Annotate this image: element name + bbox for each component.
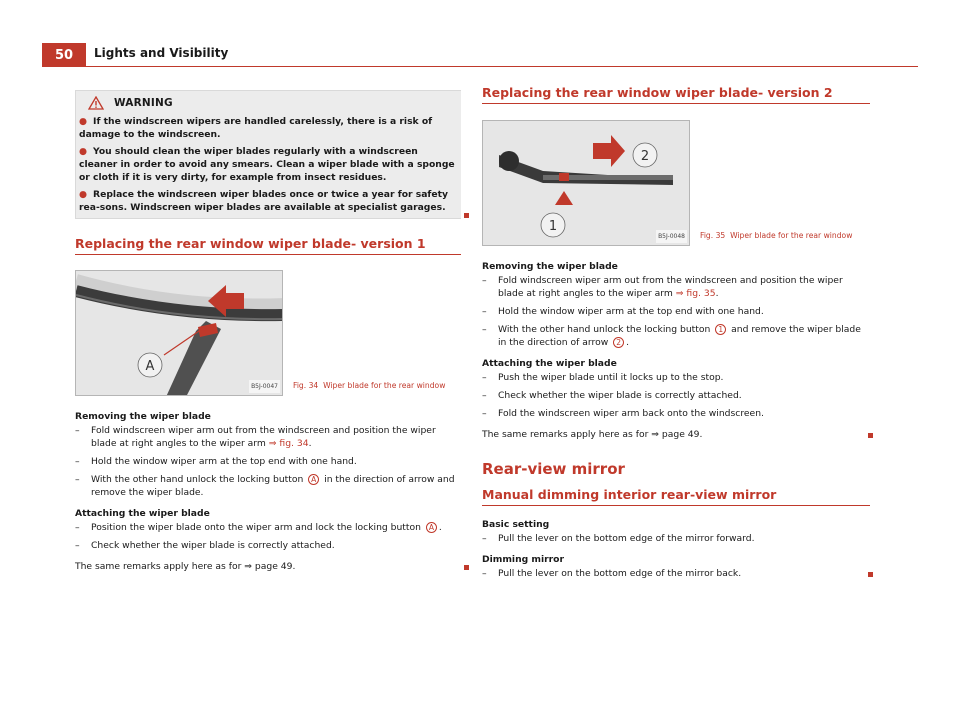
- wiper-illustration: [483, 121, 690, 246]
- bullet-icon: ●: [79, 116, 88, 127]
- attaching-heading: Attaching the wiper blade: [75, 508, 210, 519]
- remark-text: The same remarks apply here as for ⇒ page 49.: [482, 428, 870, 441]
- section-end-mark: [868, 433, 873, 438]
- list-item: – Pull the lever on the bottom edge of the mirror forward.: [482, 533, 755, 544]
- section-title-v2: Replacing the rear window wiper blade- version 2: [482, 86, 870, 104]
- svg-text:A: A: [145, 359, 155, 374]
- bullet-icon: ●: [79, 146, 88, 157]
- figure-35: [482, 120, 870, 246]
- page-header: [42, 43, 918, 67]
- basic-setting-heading: Basic setting: [482, 519, 550, 530]
- figure-code: B5J-0047: [249, 380, 280, 393]
- list-item: – Hold the window wiper arm at the top end with one hand.: [482, 306, 764, 317]
- warning-header: [79, 95, 457, 111]
- list-item: – Hold the window wiper arm at the top end with one hand.: [75, 456, 357, 467]
- list-item: – Fold the windscreen wiper arm back onto the windscreen.: [482, 408, 764, 419]
- list-item: – Check whether the wiper blade is correctly attached.: [482, 390, 742, 401]
- warning-item: ● If the windscreen wipers are handled carelessly, there is a risk of damage to the windscreen.: [79, 116, 433, 140]
- page-number: 50: [42, 43, 86, 67]
- list-item: – Position the wiper blade onto the wiper arm and lock the locking button A .: [75, 522, 442, 533]
- wiper-illustration: [76, 271, 283, 396]
- section-end-mark: [464, 213, 469, 218]
- figure-caption: Fig. 35 Wiper blade for the rear window: [700, 231, 853, 240]
- right-column: [482, 86, 870, 585]
- list-item: – With the other hand unlock the locking button 1 and remove the wiper blade in the direction of arrow 2 .: [482, 324, 861, 348]
- figure-34: [75, 270, 461, 396]
- attaching-heading: Attaching the wiper blade: [482, 358, 617, 369]
- figure-link[interactable]: ⇒ fig. 34: [268, 438, 309, 449]
- chapter-title: Lights and Visibility: [94, 46, 229, 60]
- callout-badge: 1: [715, 324, 726, 335]
- list-item: – Push the wiper blade until it locks up to the stop.: [482, 372, 724, 383]
- dimming-heading: Dimming mirror: [482, 554, 565, 565]
- section-end-mark: [868, 572, 873, 577]
- svg-text:2: 2: [640, 149, 650, 164]
- removing-heading: Removing the wiper blade: [75, 411, 211, 422]
- callout-badge: A: [426, 522, 437, 533]
- section-end-mark: [464, 565, 469, 570]
- figure-34-image: [75, 270, 283, 396]
- figure-code: B5J-0048: [656, 230, 687, 243]
- figure-caption: Fig. 34 Wiper blade for the rear window: [293, 381, 446, 390]
- callout-badge: A: [308, 474, 319, 485]
- list-item: – Pull the lever on the bottom edge of the mirror back.: [482, 567, 870, 580]
- list-item: – Fold windscreen wiper arm out from the windscreen and position the wiper blade at right angles to the wiper arm ⇒ fig. 35.: [482, 275, 843, 299]
- figure-35-image: [482, 120, 690, 246]
- warning-item: ● Replace the windscreen wiper blades once or twice a year for safety rea-sons. Windscreen wiper blades are available at specialist garages.: [79, 189, 449, 213]
- list-item: – Fold windscreen wiper arm out from the windscreen and position the wiper blade at right angles to the wiper arm ⇒ fig. 34.: [75, 425, 436, 449]
- figure-link[interactable]: ⇒ fig. 35: [675, 288, 716, 299]
- remark-text: The same remarks apply here as for ⇒ page 49.: [75, 560, 461, 573]
- svg-text:1: 1: [548, 219, 558, 234]
- list-item: – Check whether the wiper blade is correctly attached.: [75, 540, 335, 551]
- left-column: [75, 90, 461, 573]
- section-title-mirror: Rear-view mirror: [482, 460, 625, 478]
- subsection-title-mirror: Manual dimming interior rear-view mirror: [482, 488, 870, 506]
- warning-title: WARNING: [114, 96, 173, 109]
- list-item: – With the other hand unlock the locking button A in the direction of arrow and remove the wiper blade.: [75, 474, 455, 498]
- warning-triangle-icon: [88, 96, 104, 110]
- section-title-v1: Replacing the rear window wiper blade- version 1: [75, 237, 461, 255]
- warning-item: ● You should clean the wiper blades regularly with a windscreen cleaner in order to avoid any smears. Clean a wiper blade with a sponge or cloth if it is very dirty, for example from insect residues.: [79, 146, 455, 183]
- bullet-icon: ●: [79, 189, 88, 200]
- callout-badge: 2: [613, 337, 624, 348]
- header-rule: [86, 66, 918, 67]
- warning-box: [75, 90, 461, 219]
- removing-heading: Removing the wiper blade: [482, 261, 618, 272]
